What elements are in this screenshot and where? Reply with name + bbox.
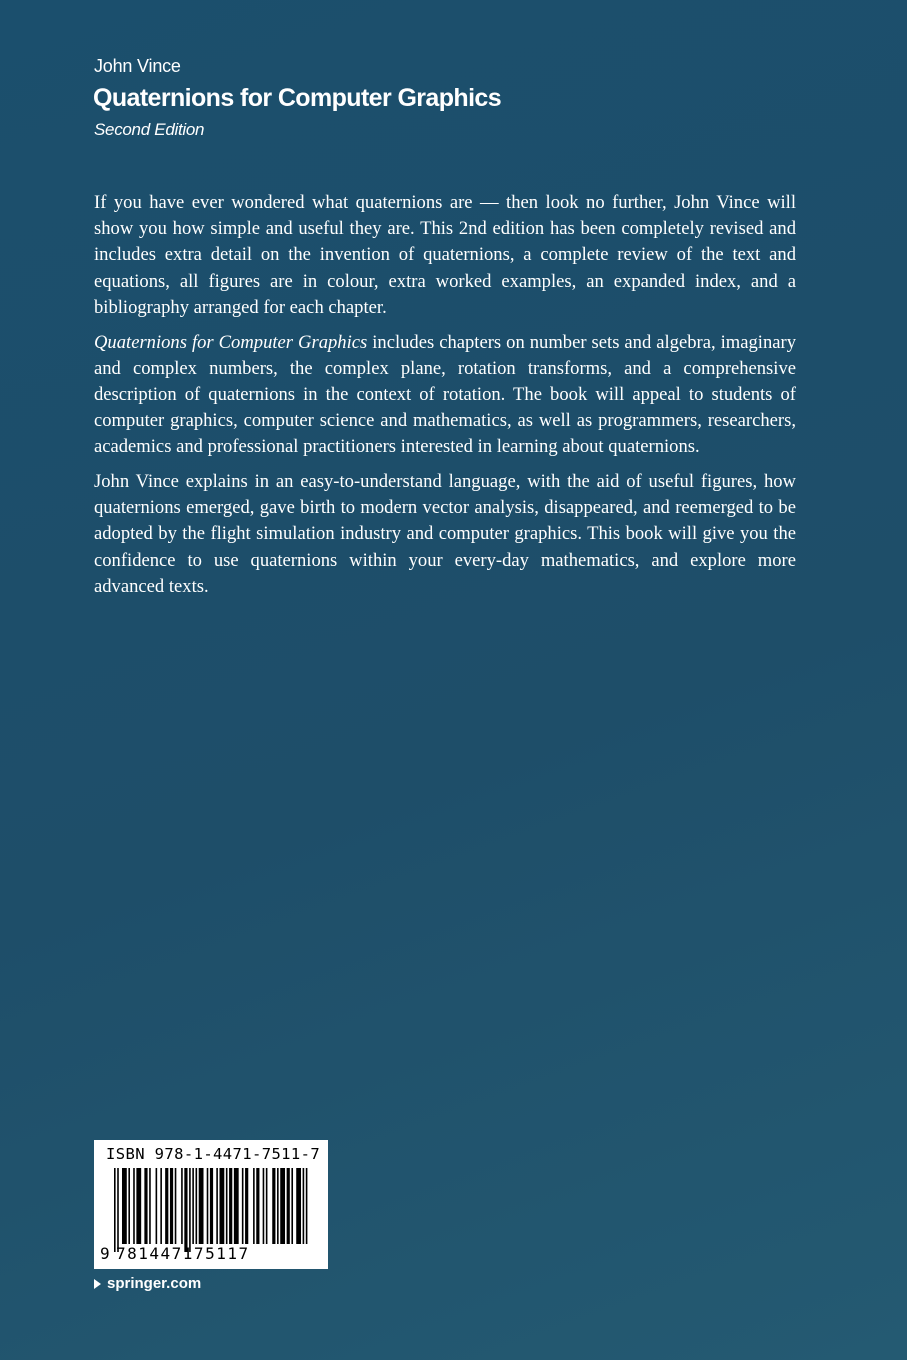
author-name: John Vince: [94, 56, 181, 76]
description-paragraph-1: If you have ever wondered what quaternions are — then look no further, John Vince will show you how simple and useful they are. This 2nd edition has been completely revised and includes extra detail on the invention of quaternions, a complete review of the text and equations, all figures are in colour, extra worked examples, an expanded index, and a bibliography arranged for each chapter.: [94, 192, 796, 318]
barcode-bar-24: [229, 1168, 232, 1244]
website-label: springer.com: [107, 1275, 202, 1292]
description-paragraph-3: John Vince explains in an easy-to-understand language, with the aid of useful figures, how quaternions emerged, gave birth to modern vector analysis, disappeared, and reemerged to be adopted by the flight simulation industry and computer graphics. This book will give you the confidence to use quaternions within your every-day mathematics, and explore more advanced texts.: [94, 471, 796, 597]
barcode-bar-13: [181, 1168, 183, 1244]
barcode-bar-31: [266, 1168, 268, 1244]
barcode-bar-33: [277, 1168, 279, 1244]
barcode-bar-9: [160, 1168, 162, 1244]
barcode-bar-21: [216, 1168, 218, 1244]
barcode-bar-4: [133, 1168, 135, 1244]
barcode-digits: 781447175117: [116, 1244, 250, 1263]
barcode-bar-12: [175, 1168, 177, 1244]
barcode-bar-10: [165, 1168, 168, 1244]
book-title-reference: Quaternions for Computer Graphics: [94, 331, 368, 353]
barcode-bar-39: [306, 1168, 308, 1244]
barcode-bar-8: [156, 1168, 158, 1244]
barcode-bar-35: [287, 1168, 290, 1244]
barcode-bar-30: [263, 1168, 265, 1244]
barcode-bar-19: [207, 1168, 209, 1244]
barcode-bar-27: [245, 1168, 248, 1244]
isbn-number: ISBN 978-1-4471-7511-7: [106, 1145, 321, 1163]
barcode-bar-28: [253, 1168, 255, 1244]
barcode-bar-20: [210, 1168, 213, 1244]
barcode-bar-5: [136, 1168, 141, 1244]
barcode-bar-38: [303, 1168, 305, 1244]
arrow-right-icon: [94, 1279, 101, 1289]
barcode-bar-36: [291, 1168, 293, 1244]
description-paragraph-2: [94, 330, 796, 461]
barcode-bar-1: [117, 1168, 119, 1252]
barcode-bar-15: [189, 1168, 191, 1252]
book-description: [94, 190, 796, 609]
barcode-bar-26: [242, 1168, 244, 1244]
barcode-bar-0: [114, 1168, 116, 1252]
publisher-website[interactable]: [94, 1275, 201, 1292]
barcode-bar-22: [219, 1168, 224, 1244]
barcode-bar-18: [199, 1168, 204, 1244]
isbn-barcode: [94, 1140, 328, 1269]
barcode-bar-37: [296, 1168, 301, 1244]
barcode-bar-6: [144, 1168, 147, 1244]
barcode-bar-2: [122, 1168, 127, 1244]
barcode-first-digit: 9: [100, 1244, 110, 1263]
barcode-bar-25: [234, 1168, 239, 1244]
description-paragraph-2-text: includes chapters on number sets and algebra, imaginary and complex numbers, the complex plane, rotation transforms, and a comprehensive description of quaternions in the context of rotation. The book will appeal to students of computer graphics, computer science and mathematics, as well as programmers, researchers, academics and professional practitioners interested in learning about quaternions.: [94, 331, 797, 458]
barcode-bar-23: [226, 1168, 228, 1244]
barcode-bar-7: [149, 1168, 151, 1244]
barcode-bar-11: [170, 1168, 173, 1244]
barcode-bar-32: [272, 1168, 275, 1244]
edition-label: Second Edition: [94, 120, 205, 139]
barcode-bar-16: [192, 1168, 194, 1244]
barcode-bar-14: [184, 1168, 187, 1252]
barcode-bar-29: [256, 1168, 259, 1244]
barcode-bar-34: [280, 1168, 285, 1244]
barcode-bar-3: [128, 1168, 130, 1244]
barcode-bar-17: [196, 1168, 198, 1244]
book-title: Quaternions for Computer Graphics: [93, 84, 502, 112]
